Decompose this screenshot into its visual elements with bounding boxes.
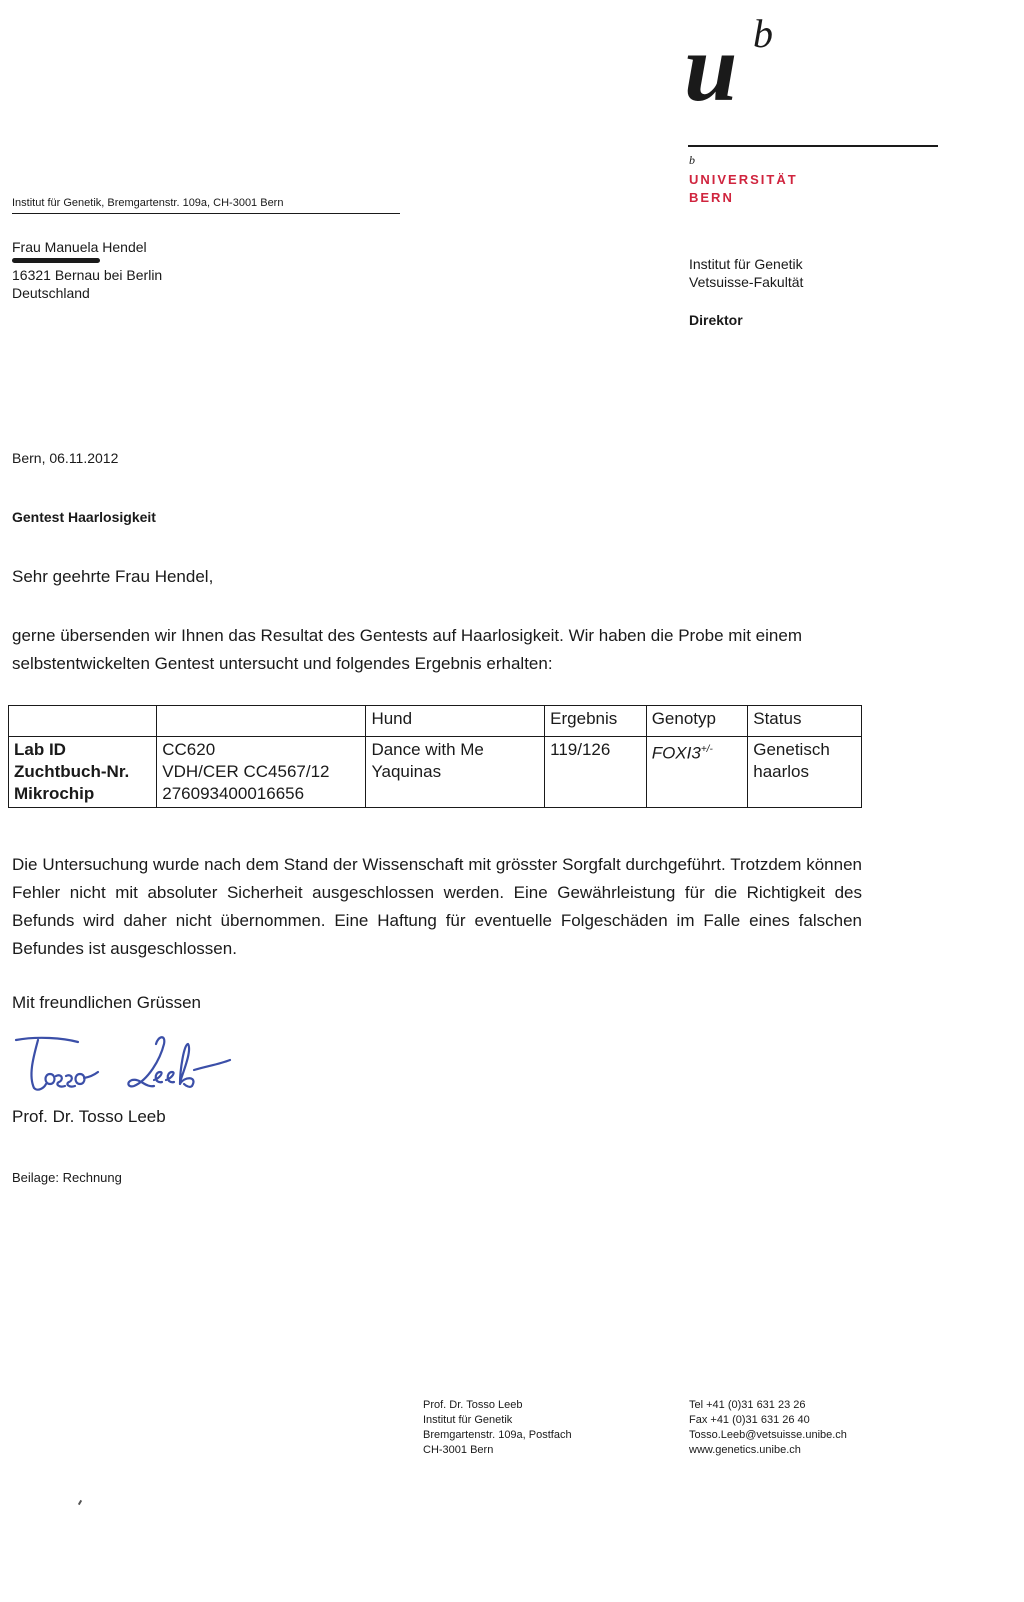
- recipient-name: Frau Manuela Hendel: [12, 239, 147, 255]
- logo-divider: [688, 145, 938, 147]
- salutation: Sehr geehrte Frau Hendel,: [12, 567, 214, 586]
- university-logo-superscript: b: [753, 11, 773, 56]
- footer-left-line: CH-3001 Bern: [423, 1444, 494, 1456]
- table-header-cell: [157, 706, 366, 737]
- institute-line2: Vetsuisse-Fakultät: [689, 274, 804, 290]
- value-mikrochip: 276093400016656: [162, 784, 305, 803]
- scan-speck: [78, 1500, 82, 1505]
- logo-small-b: b: [689, 153, 695, 167]
- institute-role: Direktor: [689, 312, 743, 328]
- institute-line1: Institut für Genetik: [689, 256, 803, 272]
- university-name: [689, 171, 798, 207]
- row-label-zuchtbuch: Zuchtbuch-Nr.: [14, 762, 130, 781]
- handwritten-signature: [8, 1030, 238, 1100]
- institute-block: [689, 255, 803, 291]
- recipient-address: [12, 238, 162, 302]
- footer-contact: [689, 1398, 847, 1458]
- dog-name-line1: Dance with Me: [371, 740, 484, 759]
- table-header-row: [9, 706, 862, 737]
- footer-address: [423, 1398, 572, 1458]
- status-line1: Genetisch: [753, 740, 830, 759]
- value-lab-id: CC620: [162, 740, 216, 759]
- status-line2: haarlos: [753, 762, 810, 781]
- row-label-mikrochip: Mikrochip: [14, 784, 95, 803]
- footer-fax: Fax +41 (0)31 631 26 40: [689, 1414, 810, 1426]
- table-header-genotyp: Genotyp: [646, 706, 748, 737]
- table-header-status: Status: [748, 706, 862, 737]
- ergebnis-cell: 119/126: [545, 737, 647, 808]
- footer-website: www.genetics.unibe.ch: [689, 1444, 801, 1456]
- redacted-street: [12, 258, 100, 263]
- university-name-line2: BERN: [689, 190, 734, 205]
- row-label-lab-id: Lab ID: [14, 740, 66, 759]
- hund-cell: [366, 737, 545, 808]
- table-header-ergebnis: Ergebnis: [545, 706, 647, 737]
- dog-name-line2: Yaquinas: [371, 762, 442, 781]
- footer-email: Tosso.Leeb@vetsuisse.unibe.ch: [689, 1429, 847, 1441]
- sender-address-line: Institut für Genetik, Bremgartenstr. 109a, CH-3001 Bern: [12, 196, 400, 214]
- university-name-line1: UNIVERSITÄT: [689, 172, 798, 187]
- signer-name: Prof. Dr. Tosso Leeb: [12, 1107, 166, 1126]
- row-values-cell: [157, 737, 366, 808]
- university-logo-letter: u: [684, 14, 738, 121]
- letter-subject: Gentest Haarlosigkeit: [12, 509, 156, 525]
- value-zuchtbuch: VDH/CER CC4567/12: [162, 762, 330, 781]
- genotyp-gene: FOXI3: [651, 743, 701, 763]
- enclosure-note: Beilage: Rechnung: [12, 1170, 122, 1185]
- table-header-cell: [9, 706, 157, 737]
- footer-phone: Tel +41 (0)31 631 23 26: [689, 1399, 806, 1411]
- row-labels-cell: [9, 737, 157, 808]
- disclaimer-paragraph: Die Untersuchung wurde nach dem Stand der Wissenschaft mit grösster Sorgfalt durchgeführt. Trotzdem können Fehler nicht mit absoluter Sicherheit ausgeschlossen werden. Eine Gewährleistung für die Richtigkeit des Befunds wird daher nicht übernommen. Eine Haftung für eventuelle Folgeschäden im Falle eines falschen Befundes ist ausgeschlossen.: [12, 855, 862, 958]
- table-header-hund: Hund: [366, 706, 545, 737]
- table-row: [9, 737, 862, 808]
- closing-phrase: Mit freundlichen Grüssen: [12, 993, 201, 1012]
- recipient-city: 16321 Bernau bei Berlin: [12, 267, 163, 283]
- recipient-country: Deutschland: [12, 285, 90, 301]
- footer-left-line: Institut für Genetik: [423, 1414, 513, 1426]
- results-table: [8, 705, 862, 808]
- genotyp-cell: [646, 737, 748, 808]
- genotyp-alleles: +/-: [700, 744, 713, 755]
- footer-left-line: Bremgartenstr. 109a, Postfach: [423, 1429, 572, 1441]
- intro-paragraph: gerne übersenden wir Ihnen das Resultat des Gentests auf Haarlosigkeit. Wir haben die Probe mit einem selbstentwickelten Gentest untersucht und folgendes Ergebnis erhalten:: [12, 626, 802, 673]
- footer-left-line: Prof. Dr. Tosso Leeb: [423, 1399, 523, 1411]
- letter-date: Bern, 06.11.2012: [12, 450, 119, 466]
- status-cell: [748, 737, 862, 808]
